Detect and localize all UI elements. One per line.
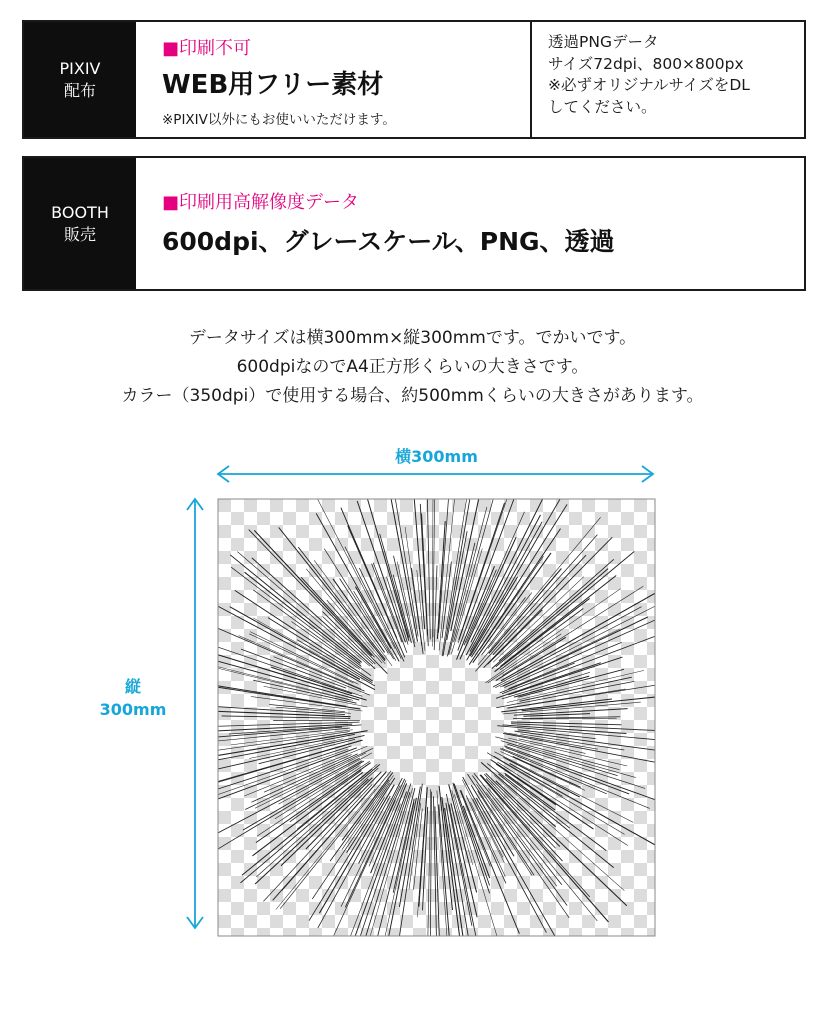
booth-title: 600dpi、グレースケール、PNG、透過 xyxy=(162,227,615,256)
booth-side-label-line1: BOOTH xyxy=(51,202,109,222)
width-arrow-icon xyxy=(218,466,653,482)
description-line: データサイズは横300mm×縦300mmです。でかいです。 xyxy=(188,328,637,348)
pixiv-spec-line: してください。 xyxy=(548,97,657,116)
height-label-line2: 300mm xyxy=(99,700,167,719)
pixiv-side-label-line1: PIXIV xyxy=(59,58,101,78)
pixiv-spec-line: 透過PNGデータ xyxy=(548,33,659,51)
pixiv-spec-line: ※必ずオリジナルサイズをDL xyxy=(548,76,750,94)
height-label-line1: 縦 xyxy=(124,677,141,696)
width-dimension-label: 横300mm xyxy=(395,447,478,466)
booth-side-label-line2: 販売 xyxy=(63,224,96,244)
pixiv-title: WEB用フリー素材 xyxy=(162,70,384,100)
height-arrow-icon xyxy=(187,499,203,928)
burst-center-circle xyxy=(371,659,493,781)
pixiv-note: ※PIXIV以外にもお使いいただけます。 xyxy=(162,112,396,128)
pixiv-side-label-line2: 配布 xyxy=(63,80,96,100)
description-line: カラー（350dpi）で使用する場合、約500mmくらいの大きさがあります。 xyxy=(121,386,704,406)
booth-print-tag: ■印刷用高解像度データ xyxy=(162,192,360,213)
pixiv-print-tag: ■印刷不可 xyxy=(162,38,252,59)
description-line: 600dpiなのでA4正方形くらいの大きさです。 xyxy=(236,357,589,377)
pixiv-spec-line: サイズ72dpi、800×800px xyxy=(548,54,744,73)
